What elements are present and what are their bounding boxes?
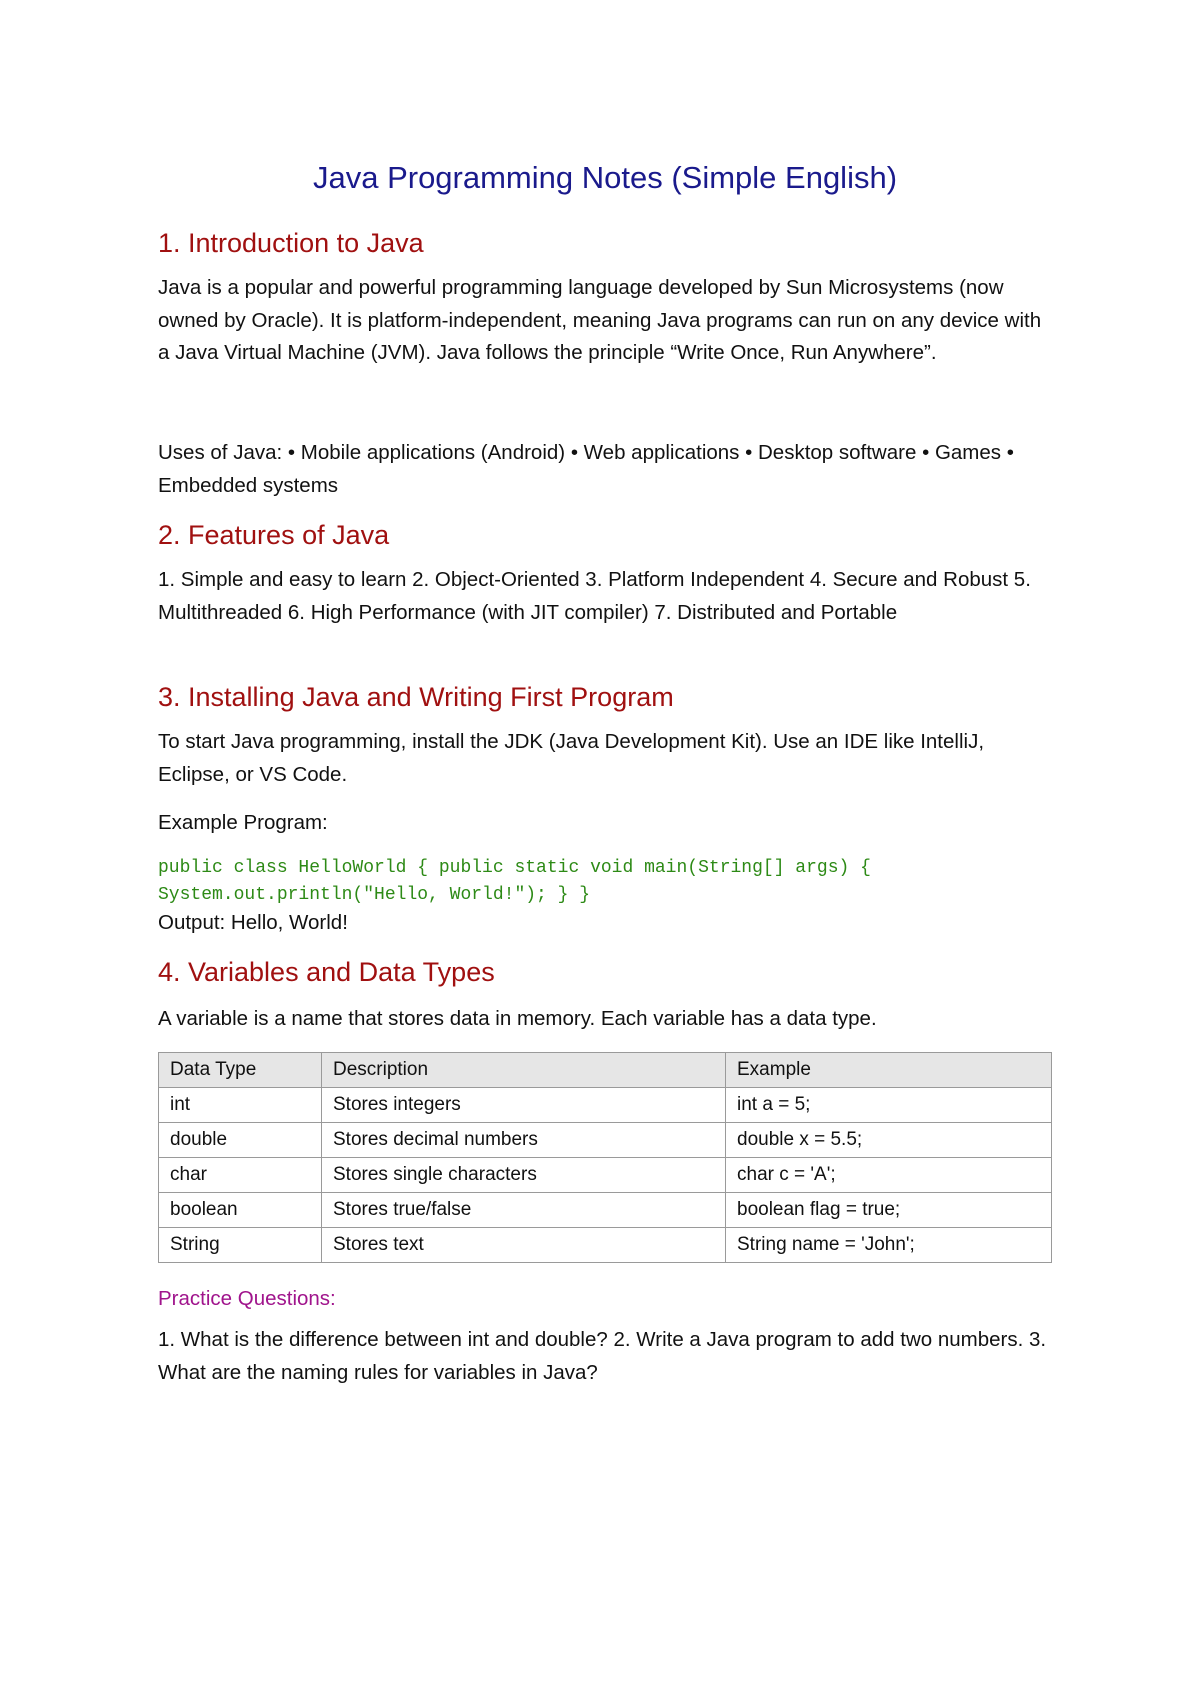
cell-description: Stores true/false [322,1193,726,1228]
table-header-row [159,1053,1052,1088]
program-output: Output: Hello, World! [158,911,348,934]
cell-type: double [159,1123,322,1158]
data-types-table [158,1052,1052,1263]
cell-description: Stores single characters [322,1158,726,1193]
cell-example: String name = 'John'; [726,1228,1052,1263]
cell-description: Stores text [322,1228,726,1263]
heading-features: 2. Features of Java [158,520,390,550]
cell-example: boolean flag = true; [726,1193,1052,1228]
table-row [159,1228,1052,1263]
features-paragraph: 1. Simple and easy to learn 2. Object-Oriented 3. Platform Independent 4. Secure and Robust 5. Multithreaded 6. High Performance (with JIT compiler) 7. Distributed and Portable [158,568,1031,624]
header-description: Description [322,1053,726,1088]
header-data-type: Data Type [159,1053,322,1088]
table-row [159,1123,1052,1158]
heading-introduction: 1. Introduction to Java [158,228,424,258]
cell-description: Stores integers [322,1088,726,1123]
variables-paragraph: A variable is a name that stores data in memory. Each variable has a data type. [158,1007,877,1030]
table-row [159,1158,1052,1193]
cell-type: int [159,1088,322,1123]
cell-type: char [159,1158,322,1193]
table-row [159,1088,1052,1123]
heading-installing: 3. Installing Java and Writing First Program [158,682,674,712]
code-sample: public class HelloWorld { public static void main(String[] args) { System.out.println("Hello, World!"); } } [158,858,871,905]
cell-type: boolean [159,1193,322,1228]
cell-example: int a = 5; [726,1088,1052,1123]
header-example: Example [726,1053,1052,1088]
cell-description: Stores decimal numbers [322,1123,726,1158]
practice-questions-heading: Practice Questions: [158,1287,336,1310]
cell-example: char c = 'A'; [726,1158,1052,1193]
practice-questions-text: 1. What is the difference between int and double? 2. Write a Java program to add two numbers. 3. What are the naming rules for variables in Java? [158,1328,1047,1384]
table-row [159,1193,1052,1228]
example-label: Example Program: [158,811,328,834]
heading-variables: 4. Variables and Data Types [158,957,495,987]
page-title: Java Programming Notes (Simple English) [312,160,898,195]
install-paragraph: To start Java programming, install the JDK (Java Development Kit). Use an IDE like IntelliJ, Eclipse, or VS Code. [158,730,985,786]
cell-type: String [159,1228,322,1263]
cell-example: double x = 5.5; [726,1123,1052,1158]
intro-paragraph: Java is a popular and powerful programming language developed by Sun Microsystems (now owned by Oracle). It is platform-independent, meaning Java programs can run on any device with a Java Virtual Machine (JVM). Java follows the principle “Write Once, Run Anywhere”. [158,276,1042,364]
uses-paragraph: Uses of Java: • Mobile applications (Android) • Web applications • Desktop software • Games • Embedded systems [158,441,1014,497]
